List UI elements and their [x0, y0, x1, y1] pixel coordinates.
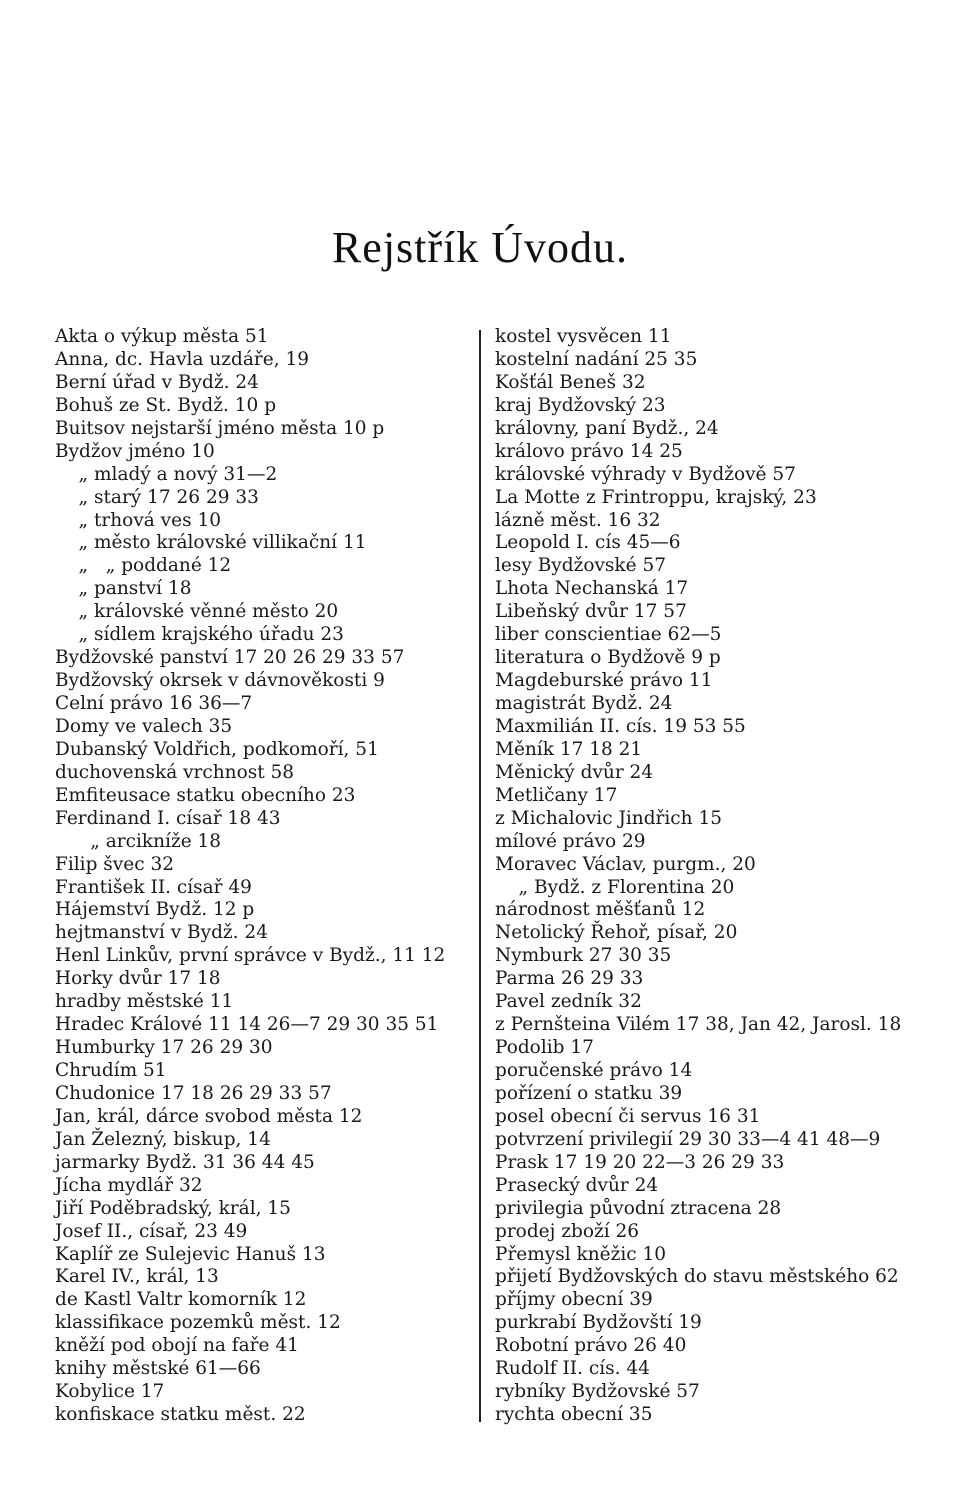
index-entry: „ trhová ves 10 — [55, 509, 221, 531]
index-entry: „ sídlem krajského úřadu 23 — [55, 624, 344, 646]
index-entry: poručenské právo 14 — [495, 1060, 693, 1081]
index-entry: magistrát Bydž. 24 — [495, 693, 673, 714]
index-entry: pořízení o statku 39 — [495, 1082, 683, 1104]
index-entry: potvrzení privilegií 29 30 33—4 41 48—9 — [495, 1128, 881, 1150]
index-entry: Horky dvůr 17 18 — [55, 968, 221, 990]
index-entry: Jícha mydlář 32 — [55, 1174, 203, 1196]
index-entry: kostelní nadání 25 35 — [495, 348, 698, 370]
index-entry: kostel vysvěcen 11 — [495, 326, 672, 347]
index-entry: z Michalovic Jindřich 15 — [495, 807, 723, 829]
index-entry: kraj Bydžovský 23 — [495, 394, 666, 416]
index-entry: hradby městské 11 — [55, 991, 234, 1013]
index-entry: František II. císař 49 — [55, 876, 252, 898]
index-entry: hejtmanství v Bydž. 24 — [55, 922, 268, 944]
index-entry: Prasecký dvůr 24 — [495, 1174, 659, 1196]
index-entry: privilegia původní ztracena 28 — [495, 1197, 782, 1219]
index-entry: Celní právo 16 36—7 — [55, 693, 253, 714]
index-entry: prodej zboží 26 — [495, 1220, 640, 1242]
index-entry: „ Bydž. z Florentina 20 — [495, 876, 735, 898]
index-entry: Ferdinand I. císař 18 43 — [55, 807, 281, 829]
index-entry: Magdeburské právo 11 — [495, 670, 713, 692]
index-entry: „ „ poddané 12 — [55, 555, 232, 577]
index-entry: literatura o Bydžově 9 p — [495, 647, 721, 669]
index-entry: Emfiteusace statku obecního 23 — [55, 784, 356, 806]
index-entry: Pavel zedník 32 — [495, 991, 642, 1013]
index-entry: rychta obecní 35 — [495, 1404, 653, 1426]
index-entry: rybníky Bydžovské 57 — [495, 1381, 700, 1403]
index-entry: „ město královské villikační 11 — [55, 532, 367, 554]
index-entry: La Motte z Frintroppu, krajský, 23 — [495, 486, 817, 508]
index-entry: knihy městské 61—66 — [55, 1358, 261, 1380]
index-entry: kněží pod obojí na faře 41 — [55, 1335, 299, 1357]
index-entry: Henl Linkův, první správce v Bydž., 11 12 — [55, 945, 446, 967]
index-entry: přijetí Bydžovských do stavu městského 62 — [495, 1266, 899, 1288]
index-entry: Měník 17 18 21 — [495, 738, 643, 760]
index-entry: Netolický Řehoř, písař, 20 — [495, 922, 738, 944]
index-entry: konfiskace statku měst. 22 — [55, 1404, 306, 1426]
index-entry: Metličany 17 — [495, 784, 618, 806]
index-entry: de Kastl Valtr komorník 12 — [55, 1289, 307, 1311]
index-entry: „ panství 18 — [55, 578, 192, 600]
index-entry: mílové právo 29 — [495, 830, 646, 852]
index-entry: Humburky 17 26 29 30 — [55, 1037, 273, 1059]
index-entry: Hájemství Bydž. 12 p — [55, 899, 255, 921]
index-entry: Berní úřad v Bydž. 24 — [55, 371, 259, 393]
index-entry: z Pernšteina Vilém 17 38, Jan 42, Jarosl. 18 — [495, 1014, 902, 1036]
index-entry: Moravec Václav, purgm., 20 — [495, 853, 756, 875]
index-entry: posel obecní či servus 16 31 — [495, 1105, 761, 1127]
index-entry: Leopold I. cís 45—6 — [495, 532, 681, 554]
index-entry: Hradec Králové 11 14 26—7 29 30 35 51 — [55, 1014, 439, 1036]
index-entry: Jiří Poděbradský, král, 15 — [55, 1197, 291, 1219]
index-entry: Robotní právo 26 40 — [495, 1335, 687, 1357]
index-entry: lesy Bydžovské 57 — [495, 555, 666, 577]
page-title: Rejstřík Úvodu. — [331, 223, 629, 272]
index-entry: Chrudím 51 — [55, 1060, 167, 1081]
index-entry: Prask 17 19 20 22—3 26 29 33 — [495, 1151, 785, 1173]
index-entry: duchovenská vrchnost 58 — [55, 761, 295, 783]
index-column-right — [495, 326, 901, 1427]
index-entry: Nymburk 27 30 35 — [495, 945, 672, 967]
index-entry: příjmy obecní 39 — [495, 1289, 653, 1311]
index-entry: Maxmilián II. cís. 19 53 55 — [495, 715, 746, 737]
index-entry: Košťál Beneš 32 — [495, 371, 646, 393]
index-entry: „ mladý a nový 31—2 — [55, 463, 278, 485]
index-entry: Parma 26 29 33 — [495, 968, 644, 990]
index-entry: národnost měšťanů 12 — [495, 899, 706, 921]
index-entry: Jan Železný, biskup, 14 — [55, 1128, 271, 1150]
index-entry: Filip švec 32 — [55, 853, 174, 875]
index-entry: lázně měst. 16 32 — [495, 509, 661, 531]
index-entry: Bydžovský okrsek v dávnověkosti 9 — [55, 670, 385, 692]
index-entry: Domy ve valech 35 — [55, 715, 233, 737]
index-entry: Měnický dvůr 24 — [495, 761, 654, 783]
index-entry: Bydžovské panství 17 20 26 29 33 57 — [55, 647, 405, 669]
index-entry: klassifikace pozemků měst. 12 — [55, 1312, 341, 1334]
index-entry: liber conscientiae 62—5 — [495, 624, 722, 646]
index-entry: Bohuš ze St. Bydž. 10 p — [55, 394, 277, 416]
index-entry: „ starý 17 26 29 33 — [55, 486, 259, 508]
index-entry: Jan, král, dárce svobod města 12 — [55, 1105, 363, 1127]
index-entry: purkrabí Bydžovští 19 — [495, 1312, 702, 1334]
index-entry: „ královské věnné město 20 — [55, 601, 339, 623]
index-entry: Buitsov nejstarší jméno města 10 p — [55, 417, 385, 439]
index-entry: Josef II., císař, 23 49 — [55, 1220, 248, 1242]
index-entry: královo právo 14 25 — [495, 440, 683, 462]
index-entry: Rudolf II. cís. 44 — [495, 1358, 650, 1380]
index-entry: královské výhrady v Bydžově 57 — [495, 463, 796, 485]
index-entry: Lhota Nechanská 17 — [495, 578, 689, 600]
index-entry: „ arcikníže 18 — [55, 830, 222, 852]
index-entry: královny, paní Bydž., 24 — [495, 417, 719, 439]
index-entry: Podolib 17 — [495, 1037, 594, 1059]
index-column-left — [55, 326, 445, 1427]
index-entry: Karel IV., král, 13 — [55, 1266, 219, 1288]
index-entry: Bydžov jméno 10 — [55, 440, 215, 462]
index-entry: Libeňský dvůr 17 57 — [495, 601, 687, 623]
column-divider — [479, 330, 481, 1422]
index-entry: Chudonice 17 18 26 29 33 57 — [55, 1082, 332, 1104]
index-entry: Anna, dc. Havla uzdáře, 19 — [55, 348, 310, 370]
index-entry: Akta o výkup města 51 — [55, 326, 269, 347]
index-entry: Kobylice 17 — [55, 1381, 165, 1403]
index-entry: jarmarky Bydž. 31 36 44 45 — [55, 1151, 315, 1173]
index-entry: Dubanský Voldřich, podkomoří, 51 — [55, 738, 379, 760]
index-entry: Přemysl kněžic 10 — [495, 1243, 667, 1265]
index-entry: Kaplíř ze Sulejevic Hanuš 13 — [55, 1243, 326, 1265]
